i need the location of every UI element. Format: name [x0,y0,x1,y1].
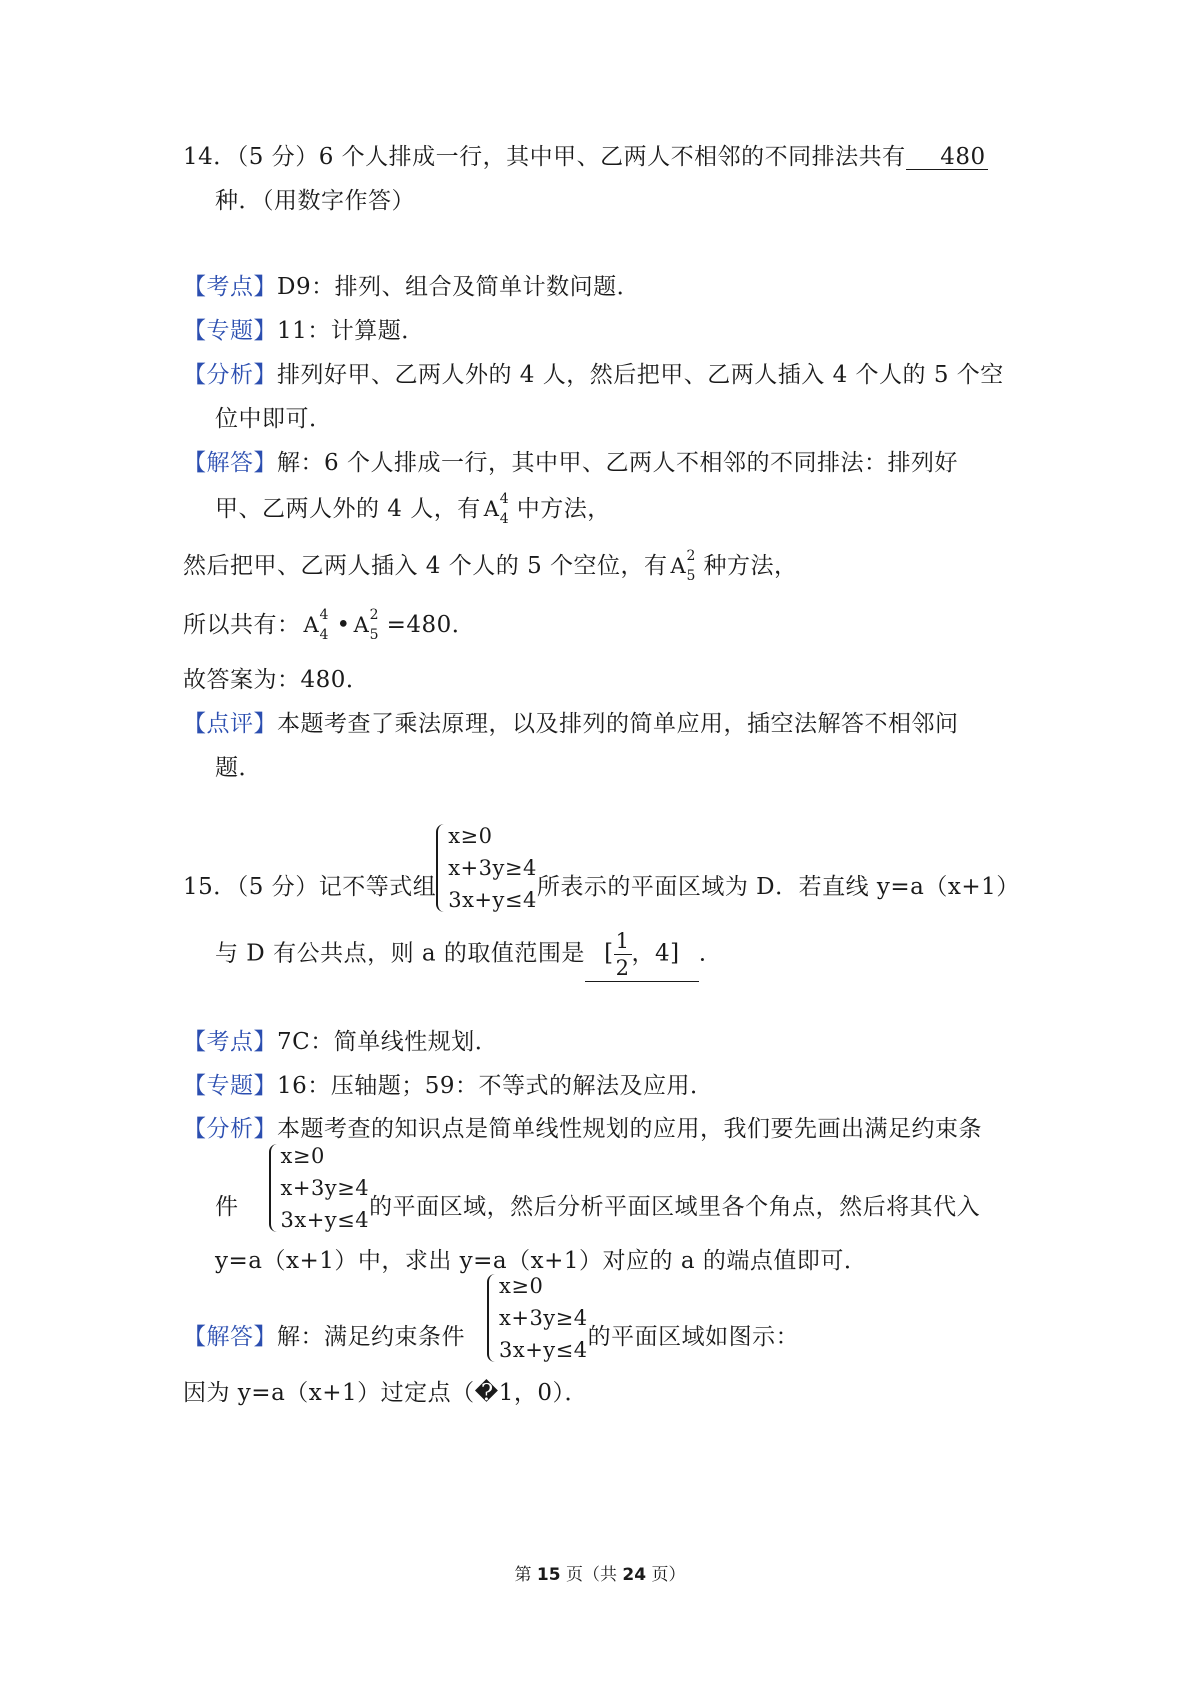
q14-zhuanti: 【专题】11：计算题． [183,318,425,344]
product-dot: • [336,612,351,638]
total-page-number: 24 [622,1565,647,1585]
fraction-one-half: $\frac{1}{2}$ [615,929,630,980]
q15-kaodian: 【考点】7C：简单线性规划． [183,1029,499,1055]
q15-fenxi-line2: 件 x≥0 x+3y≥4 3x+y≤4 的平面区域，然后分析平面区域里各个角点，然后将其代入 [215,1180,980,1236]
zhuanti-tag: 【专题】 [183,318,277,344]
q14-fenxi: 【分析】排列好甲、乙两人外的 4 人，然后把甲、乙两人插入 4 个人的 5 个空 [183,362,1004,388]
fenxi-tag: 【分析】 [183,1116,277,1142]
q15-line2: 与 D 有公共点，则 a 的取值范围是 [ $\frac{1}{2}$ ，4] ． [215,929,723,980]
q14-answer-blank: 480 [906,145,988,170]
q15-fenxi: 【分析】本题考查的知识点是简单线性规划的应用，我们要先画出满足约束条 [183,1116,982,1142]
q14-kaodian: 【考点】D9：排列、组合及简单计数问题． [183,274,641,300]
fenxi-tag: 【分析】 [183,362,277,388]
q14-line5: 故答案为：480． [183,667,370,693]
q15-fenxi-line3: y=a（x+1）中，求出 y=a（x+1）对应的 a 的端点值即可． [215,1248,868,1274]
inequality-system: x≥0 x+3y≥4 3x+y≤4 [436,820,537,916]
q14-line1: 14．（5 分）6 个人排成一行，其中甲、乙两人不相邻的不同排法共有 480 [183,144,986,170]
q15-line1: 15．（5 分）记不等式组 x≥0 x+3y≥4 3x+y≤4 所表示的平面区域为 D．若直线 y=a（x+1） [183,860,1020,916]
perm-a44: A 4 4 [483,491,510,527]
jieda-tag: 【解答】 [183,1324,277,1350]
kaodian-tag: 【考点】 [183,274,277,300]
dianping-tag: 【点评】 [183,711,277,737]
q14-line2: 种．（用数字作答） [215,188,415,214]
kaodian-tag: 【考点】 [183,1029,277,1055]
q14-dianping: 【点评】本题考查了乘法原理，以及排列的简单应用，插空法解答不相邻问 [183,711,959,737]
q14-jieda: 【解答】解：6 个人排成一行，其中甲、乙两人不相邻的不同排法：排列好 [183,450,958,476]
q14-line3: 然后把甲、乙两人插入 4 个人的 5 个空位，有 A 2 5 种方法， [183,548,798,584]
q14-fenxi-line2: 位中即可． [215,406,333,432]
q15-jieda: 【解答】解：满足约束条件 x≥0 x+3y≥4 3x+y≤4 的平面区域如图示： [183,1310,799,1366]
zhuanti-tag: 【专题】 [183,1073,277,1099]
q15-zhuanti: 【专题】16：压轴题；59：不等式的解法及应用． [183,1073,714,1099]
perm-a44-product: A 4 4 [303,607,329,643]
current-page-number: 15 [536,1565,561,1585]
q14-jieda-line2: 甲、乙两人外的 4 人，有 A 4 4 中方法， [215,491,611,527]
page-footer: 第 15 页（共 24 页） [514,1565,686,1585]
q15-answer-blank: [ $\frac{1}{2}$ ，4] [585,928,699,982]
q14-dianping-line2: 题． [215,755,262,781]
q15-last-line: 因为 y=a（x+1）过定点（�1，0）． [183,1380,589,1406]
q14-line4: 所以共有： A 4 4 • A 2 5 =480． [183,607,476,643]
inequality-system-solution: x≥0 x+3y≥4 3x+y≤4 [487,1270,588,1366]
jieda-tag: 【解答】 [183,450,277,476]
perm-a52: A 2 5 [670,548,696,584]
perm-a52-product: A 2 5 [353,607,379,643]
inequality-system-analysis: x≥0 x+3y≥4 3x+y≤4 [269,1140,370,1236]
